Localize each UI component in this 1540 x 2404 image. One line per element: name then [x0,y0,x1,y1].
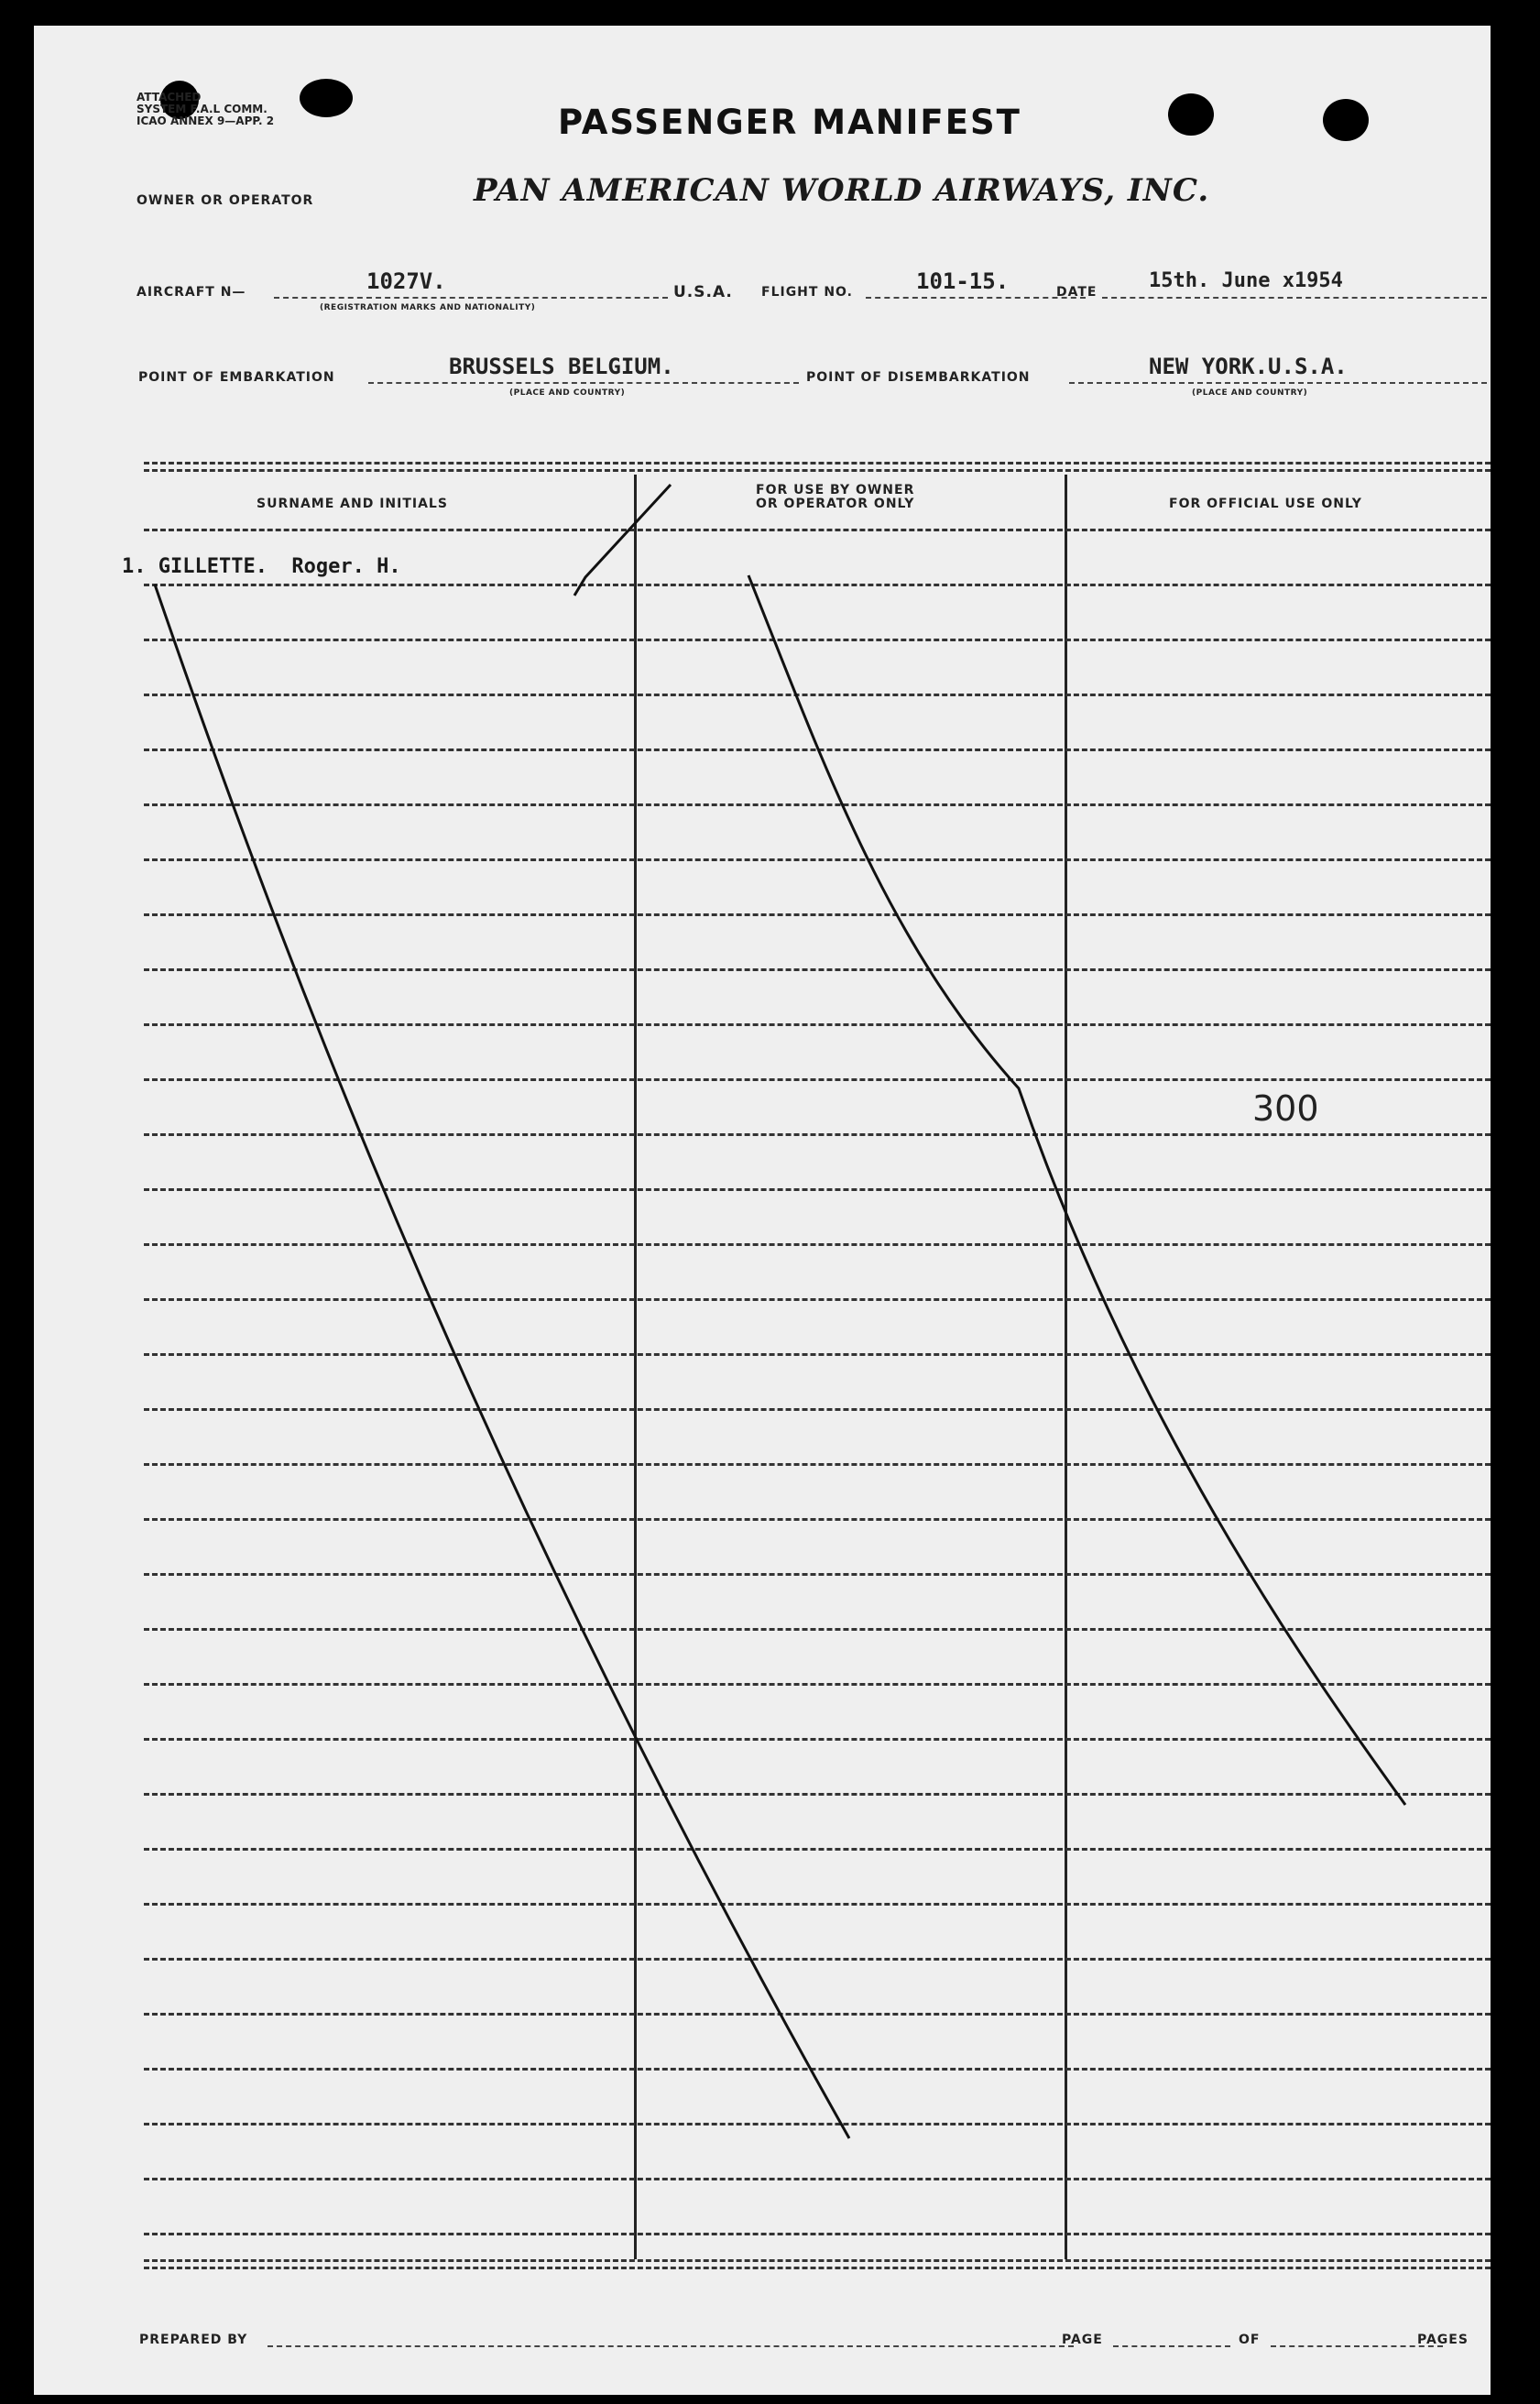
of-label: OF [1239,2333,1261,2347]
date-value: 15th. June x1954 [1149,269,1343,292]
manifest-sheet [34,26,1491,2395]
date-label: DATE [1056,285,1098,300]
col-header-surname: SURNAME AND INITIALS [257,497,448,511]
flight-value: 101-15. [916,268,1010,294]
strike-line-right [748,575,1405,1805]
pages-label: PAGES [1417,2333,1469,2347]
col-header-official: FOR OFFICIAL USE ONLY [1169,497,1362,511]
pen-marks [34,26,1491,2395]
official-note: 300 [1252,1088,1319,1129]
owner-label: OWNER OR OPERATOR [137,193,314,208]
page-label: PAGE [1062,2333,1103,2347]
flight-label: FLIGHT NO. [761,285,853,300]
disembark-label: POINT OF DISEMBARKATION [806,370,1031,385]
stamp-line: SYSTEM F.A.L COMM. [137,103,268,115]
aircraft-label: AIRCRAFT N— [137,285,246,300]
disembark-sublabel: (PLACE AND COUNTRY) [1192,388,1308,398]
stamp-line: ICAO ANNEX 9—APP. 2 [137,115,275,127]
prepared-label: PREPARED BY [139,2333,248,2347]
stamp-line: ATTACHED [137,91,202,104]
embark-sublabel: (PLACE AND COUNTRY) [509,388,626,398]
check-mark [574,485,671,596]
prepared-underline [268,2345,1074,2347]
passenger-entry: 1. GILLETTE. Roger. H. [122,555,401,578]
page-title: PASSENGER MANIFEST [558,103,1021,142]
strike-line-left [155,585,849,2138]
embark-label: POINT OF EMBARKATION [138,370,335,385]
nationality: U.S.A. [673,283,733,301]
col-header-operator-line: FOR USE BY OWNER [756,483,915,497]
disembark-value: NEW YORK.U.S.A. [1149,354,1348,379]
embark-value: BRUSSELS BELGIUM. [449,354,674,379]
col-header-operator-line: OR OPERATOR ONLY [756,497,915,511]
owner-value: PAN AMERICAN WORLD AIRWAYS, INC. [474,172,1210,209]
aircraft-sublabel: (REGISTRATION MARKS AND NATIONALITY) [320,303,536,312]
page-underline [1113,2345,1230,2347]
aircraft-value: 1027V. [366,268,446,294]
